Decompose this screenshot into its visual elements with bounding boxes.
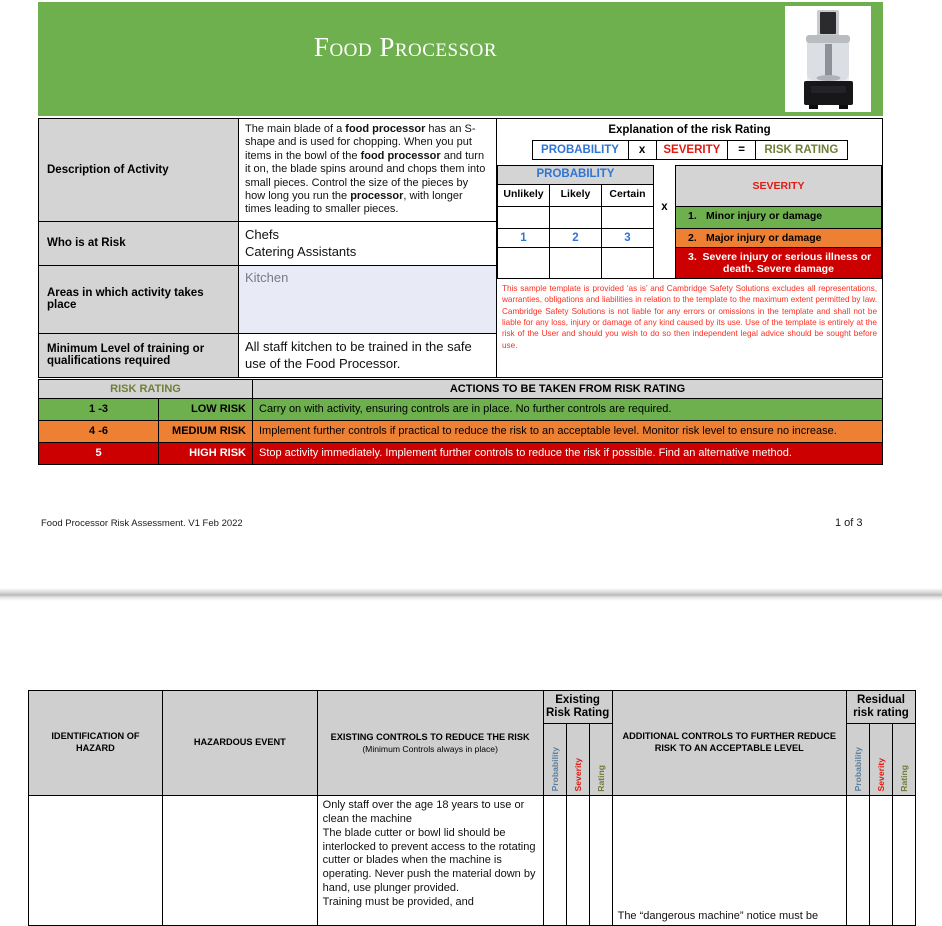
cell-existing-probability[interactable] [543,796,566,926]
food-processor-illustration [785,6,871,112]
probability-value-2: 2 [550,229,602,248]
formula-probability: PROBABILITY [532,141,628,160]
legend-header-risk-rating: RISK RATING [39,380,253,399]
header-existing-severity [566,724,589,796]
probability-severity-matrix [497,165,882,279]
matrix-blank-cell [550,248,602,279]
footer-document-reference: Food Processor Risk Assessment. V1 Feb 2022 [41,518,243,529]
probability-heading: PROBABILITY [498,166,654,185]
severity-row-1 [676,207,882,229]
low-risk-level: LOW RISK [159,399,253,421]
header-existing-probability-label: Probability [549,747,560,792]
page-header-banner [38,2,883,116]
header-residual-severity [869,724,892,796]
header-existing-controls-sub: (Minimum Controls always in place) [362,743,498,754]
matrix-blank-cell [602,207,654,229]
formula-times: x [628,141,656,160]
hazard-assessment-table [28,690,916,926]
document-page-2 [0,601,942,920]
cell-existing-controls[interactable] [317,796,543,926]
cell-existing-rating[interactable] [589,796,612,926]
cell-residual-rating[interactable] [892,796,915,926]
table-row-high-risk [39,442,883,464]
table-row-low-risk [39,399,883,421]
risk-formula [532,140,848,160]
multiply-symbol: x [654,166,676,248]
header-residual-rating [892,724,915,796]
value-areas-field[interactable]: Kitchen [239,265,497,333]
food-processor-photo [785,6,871,112]
legend-header-actions: ACTIONS TO BE TAKEN FROM RISK RATING [253,380,883,399]
cell-additional-controls[interactable]: The “dangerous machine” notice must be [612,796,846,926]
cell-identification-of-hazard[interactable] [29,796,163,926]
low-risk-range: 1 -3 [39,399,159,421]
value-minimum-training: All staff kitchen to be trained in the safe use of the Food Processor. [239,333,497,377]
header-residual-risk-rating: Residual risk rating [846,691,915,724]
header-residual-probability [846,724,869,796]
value-description-of-activity: The main blade of a food processor has an S-shape and is used for chopping. When you put items in the bowl of the food processor and turn it on, the blade spins around and chops them into small pieces. Control the size of the pieces by how long you run the processor, with longer times leading to smaller pieces. [239,119,497,222]
severity-row-3-text: Severe injury or serious illness or death. Severe damage [702,251,872,275]
matrix-blank-cell [550,207,602,229]
severity-row-1-number: 1. [688,210,697,222]
cell-residual-probability[interactable] [846,796,869,926]
header-existing-risk-rating: Existing Risk Rating [543,691,612,724]
existing-controls-para-2: The blade cutter or bowl lid should be interlocked to prevent access to the rotating cutter or blades when the machine is operating. Never push the material down by hand, use plunger provided. [322,826,536,894]
header-residual-rating-label: Rating [898,764,909,792]
who-at-risk-line-1: Chefs [245,226,279,242]
formula-equals: = [728,141,756,160]
medium-risk-range: 4 -6 [39,420,159,442]
matrix-blank-cell [602,248,654,279]
header-additional-controls: ADDITIONAL CONTROLS TO FURTHER REDUCE RISK TO AN ACCEPTABLE LEVEL [612,691,846,796]
cell-hazardous-event[interactable] [162,796,317,926]
matrix-blank-cell [498,248,550,279]
severity-row-2 [676,229,882,248]
high-risk-action: Stop activity immediately. Implement further controls to reduce the risk if possible. Find an alternative method. [253,442,883,464]
probability-col-certain: Certain [602,185,654,207]
header-existing-controls [317,691,543,796]
severity-row-3 [676,248,882,279]
probability-col-unlikely: Unlikely [498,185,550,207]
probability-value-1: 1 [498,229,550,248]
legal-disclaimer: This sample template is provided ‘as is’ and Cambridge Safety Solutions excludes all representations, warranties, obligations and liabilities in relation to the template to the maximum extent permitted by law. Cambridge Safety Solutions is not liable for any errors or omissions in the template and shall not be liable for any loss, injury or damage of any kind caused by its use. Use of the template is entirely at the risk of the User and should you wish to do so then independent legal advice should be sought before use. [502,284,877,350]
table-row-description [39,119,883,222]
label-description-of-activity: Description of Activity [39,119,239,222]
existing-controls-para-1: Only staff over the age 18 years to use or clean the machine [322,799,525,826]
header-existing-probability [543,724,566,796]
page-title: Food Processor [313,32,498,62]
risk-rating-explanation-panel [497,119,883,378]
header-identification-of-hazard: IDENTIFICATION OF HAZARD [29,691,163,796]
cell-residual-severity[interactable] [869,796,892,926]
header-existing-severity-label: Severity [572,757,583,792]
label-areas-in-which-activity-takes-place: Areas in which activity takes place [39,265,239,333]
table-row-medium-risk [39,420,883,442]
footer-page-number: 1 of 3 [835,517,863,529]
medium-risk-action: Implement further controls if practical to reduce the risk to an acceptable level. Monitor risk level to ensure no increase. [253,420,883,442]
severity-row-2-number: 2. [688,232,697,244]
page-separator [0,588,942,601]
formula-severity: SEVERITY [656,141,728,160]
label-minimum-level-of-training: Minimum Level of training or qualifications required [39,333,239,377]
matrix-spacer [654,248,676,279]
header-residual-probability-label: Probability [852,747,863,792]
header-residual-severity-label: Severity [875,757,886,792]
severity-row-1-text: Minor injury or damage [706,210,823,222]
table-row-header-top [29,691,916,724]
low-risk-action: Carry on with activity, ensuring controls are in place. No further controls are required. [253,399,883,421]
activity-info-table [38,118,883,378]
matrix-blank-cell [498,207,550,229]
severity-row-2-text: Major injury or damage [706,232,822,244]
cell-existing-severity[interactable] [566,796,589,926]
who-at-risk-line-2: Catering Assistants [245,244,357,260]
high-risk-level: HIGH RISK [159,442,253,464]
high-risk-range: 5 [39,442,159,464]
explanation-title: Explanation of the risk Rating [608,124,771,136]
header-existing-rating [589,724,612,796]
header-hazardous-event: HAZARDOUS EVENT [162,691,317,796]
header-existing-rating-label: Rating [595,764,606,792]
severity-row-3-number: 3. [688,251,697,263]
value-who-is-at-risk [239,221,497,265]
formula-risk-rating: RISK RATING [756,141,847,160]
risk-rating-legend-table [38,379,883,465]
probability-value-3: 3 [602,229,654,248]
severity-heading: SEVERITY [676,166,882,207]
label-who-is-at-risk: Who is at Risk [39,221,239,265]
existing-controls-para-3: Training must be provided, and [322,895,474,908]
medium-risk-level: MEDIUM RISK [159,420,253,442]
header-existing-controls-main: EXISTING CONTROLS TO REDUCE THE RISK [330,731,530,742]
probability-col-likely: Likely [550,185,602,207]
table-row [29,796,916,926]
table-row-legend-header [39,380,883,399]
